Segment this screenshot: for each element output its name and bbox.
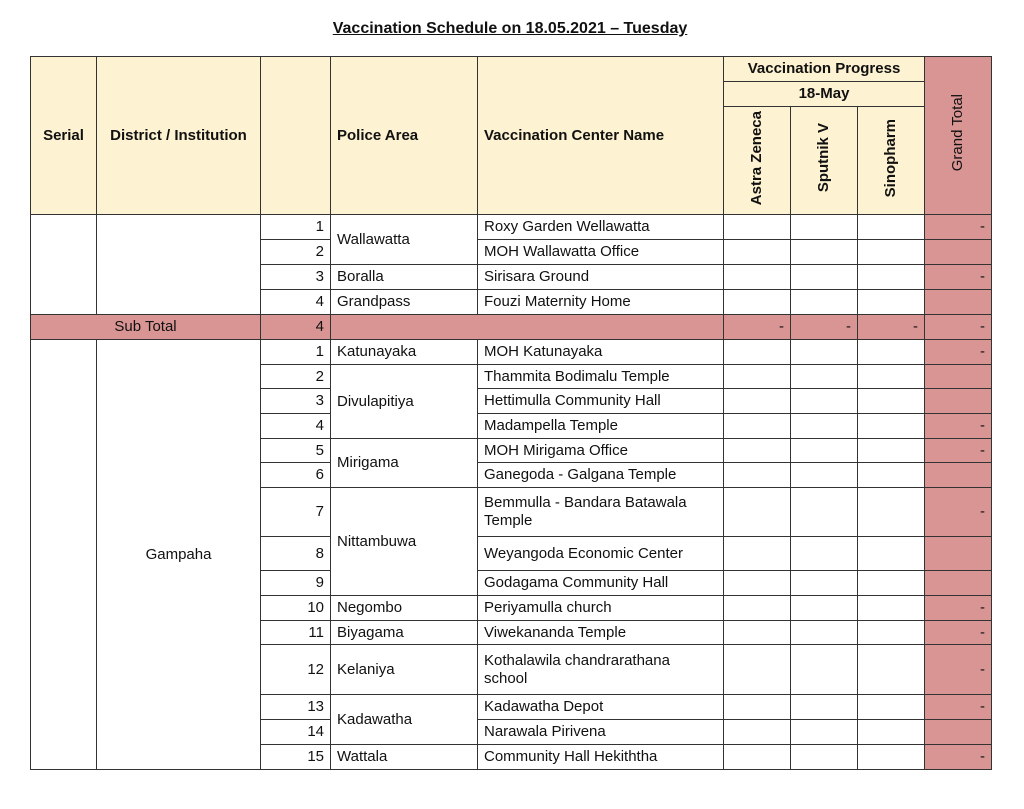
grand-total-cell: -	[925, 745, 992, 770]
row-number: 3	[261, 265, 331, 290]
center-name-cell: Narawala Pirivena	[478, 720, 724, 745]
row-number: 9	[261, 571, 331, 596]
header-row	[31, 57, 992, 82]
subtotal-count: 4	[261, 315, 331, 340]
center-name-cell: Hettimulla Community Hall	[478, 389, 724, 414]
center-name-cell: Sirisara Ground	[478, 265, 724, 290]
center-name-cell: Ganegoda - Galgana Temple	[478, 463, 724, 488]
center-name-cell: MOH Mirigama Office	[478, 439, 724, 463]
header-police-area: Police Area	[331, 57, 478, 215]
grand-total-cell	[925, 365, 992, 389]
grand-total-cell	[925, 463, 992, 488]
center-name-cell: Weyangoda Economic Center	[478, 537, 724, 571]
header-sputnik-v: Sputnik V	[791, 107, 858, 215]
police-area-cell: Nittambuwa	[331, 488, 478, 596]
police-area-cell: Kadawatha	[331, 695, 478, 745]
row-number: 11	[261, 621, 331, 645]
row-number: 1	[261, 215, 331, 240]
center-name-cell: MOH Katunayaka	[478, 340, 724, 365]
row-number: 12	[261, 645, 331, 695]
grand-total-cell: -	[925, 645, 992, 695]
row-number: 14	[261, 720, 331, 745]
grand-total-cell: -	[925, 439, 992, 463]
header-blank	[261, 57, 331, 215]
grand-total-cell	[925, 290, 992, 315]
center-name-cell: Kothalawila chandrarathana school	[478, 645, 724, 695]
police-area-cell: Kelaniya	[331, 645, 478, 695]
header-sinopharm: Sinopharm	[858, 107, 925, 215]
row-number: 15	[261, 745, 331, 770]
grand-total-cell: -	[925, 414, 992, 439]
table-row	[31, 215, 992, 240]
police-area-cell: Boralla	[331, 265, 478, 290]
grand-total-cell: -	[925, 215, 992, 240]
center-name-cell: Godagama Community Hall	[478, 571, 724, 596]
grand-total-cell: -	[925, 596, 992, 621]
header-date: 18-May	[724, 82, 925, 107]
grand-total-cell	[925, 720, 992, 745]
grand-total-cell: -	[925, 340, 992, 365]
header-grand-total: Grand Total	[925, 57, 992, 215]
police-area-cell: Katunayaka	[331, 340, 478, 365]
subtotal-astra: -	[724, 315, 791, 340]
subtotal-label: Sub Total	[31, 315, 261, 340]
header-serial: Serial	[31, 57, 97, 215]
row-number: 13	[261, 695, 331, 720]
subtotal-grand-total: -	[925, 315, 992, 340]
police-area-cell: Negombo	[331, 596, 478, 621]
subtotal-sputnik: -	[791, 315, 858, 340]
subtotal-row	[31, 315, 992, 340]
grand-total-cell: -	[925, 621, 992, 645]
row-number: 2	[261, 240, 331, 265]
row-number: 2	[261, 365, 331, 389]
center-name-cell: Roxy Garden Wellawatta	[478, 215, 724, 240]
row-number: 8	[261, 537, 331, 571]
grand-total-cell	[925, 571, 992, 596]
center-name-cell: Bemmulla - Bandara Batawala Temple	[478, 488, 724, 537]
page-title: Vaccination Schedule on 18.05.2021 – Tuesday	[332, 20, 688, 37]
row-number: 5	[261, 439, 331, 463]
center-name-cell: Community Hall Hekiththa	[478, 745, 724, 770]
row-number: 6	[261, 463, 331, 488]
police-area-cell: Divulapitiya	[331, 365, 478, 439]
row-number: 7	[261, 488, 331, 537]
grand-total-cell: -	[925, 488, 992, 537]
row-number: 4	[261, 290, 331, 315]
grand-total-cell: -	[925, 695, 992, 720]
row-number: 1	[261, 340, 331, 365]
grand-total-cell	[925, 537, 992, 571]
schedule-table	[30, 56, 992, 770]
center-name-cell: MOH Wallawatta Office	[478, 240, 724, 265]
subtotal-sinopharm: -	[858, 315, 925, 340]
district-cell: Gampaha	[97, 340, 261, 770]
police-area-cell: Biyagama	[331, 621, 478, 645]
grand-total-cell	[925, 240, 992, 265]
police-area-cell: Wallawatta	[331, 215, 478, 265]
header-progress: Vaccination Progress	[724, 57, 925, 82]
center-name-cell: Periyamulla church	[478, 596, 724, 621]
police-area-cell: Wattala	[331, 745, 478, 770]
header-astra-zeneca: Astra Zeneca	[724, 107, 791, 215]
police-area-cell: Grandpass	[331, 290, 478, 315]
row-number: 4	[261, 414, 331, 439]
grand-total-cell: -	[925, 265, 992, 290]
grand-total-cell	[925, 389, 992, 414]
center-name-cell: Thammita Bodimalu Temple	[478, 365, 724, 389]
row-number: 10	[261, 596, 331, 621]
header-district: District / Institution	[97, 57, 261, 215]
police-area-cell: Mirigama	[331, 439, 478, 488]
center-name-cell: Madampella Temple	[478, 414, 724, 439]
center-name-cell: Kadawatha Depot	[478, 695, 724, 720]
header-center-name: Vaccination Center Name	[478, 57, 724, 215]
row-number: 3	[261, 389, 331, 414]
center-name-cell: Viwekananda Temple	[478, 621, 724, 645]
center-name-cell: Fouzi Maternity Home	[478, 290, 724, 315]
table-row	[31, 340, 992, 365]
